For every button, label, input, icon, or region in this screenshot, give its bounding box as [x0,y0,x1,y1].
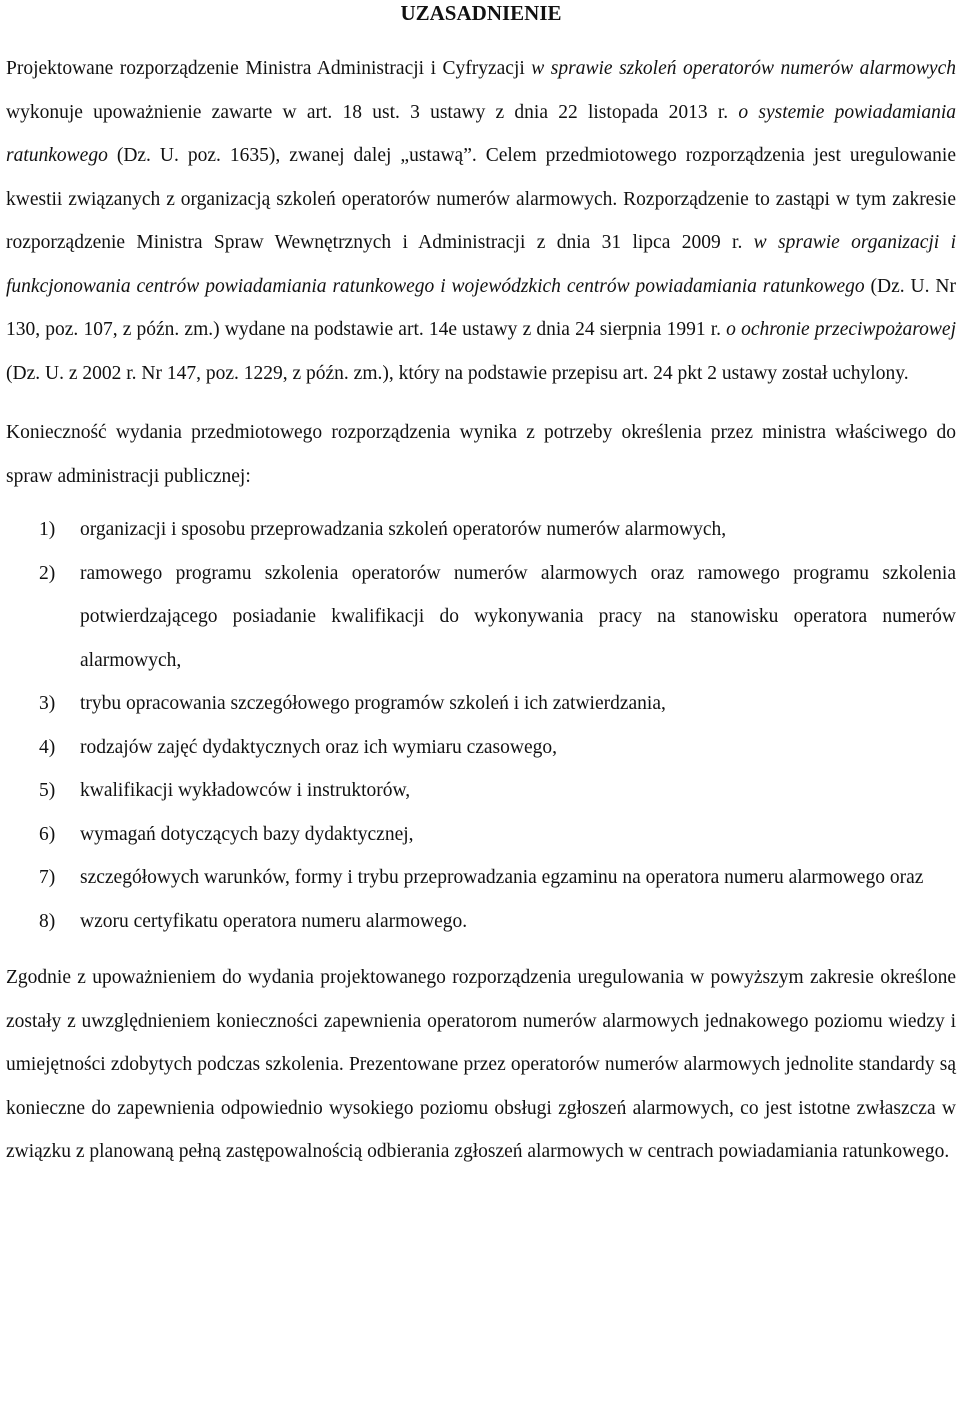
list-item [6,508,956,552]
list-item-text: wymagań dotyczących bazy dydaktycznej, [80,823,414,845]
act-title-italic: o systemie powiadamiania ratunkowego [6,101,956,166]
list-item [6,682,956,726]
list-item-text: ramowego programu szkolenia operatorów numerów alarmowych oraz ramowego programu szkolenia potwierdzającego posiadanie kwalifikacji do wykonywania pracy na stanowisku operatora numerów alarmowych, [80,562,956,671]
paragraph-text: (Dz. U. z 2002 r. Nr 147, poz. 1229, z późn. zm.), który na podstawie przepisu art. 24 pkt 2 ustawy został uchylony. [6,362,909,384]
list-item-text: wzoru certyfikatu operatora numeru alarmowego. [80,910,468,932]
list-item [6,769,956,813]
list-item-number: 4) [39,736,56,758]
paragraph-text: (Dz. U. Nr 130, poz. 107, z późn. zm.) wydane na podstawie art. 14e ustawy z dnia 24 sierpnia 1991 r. [6,275,957,340]
fire-act-title-italic: o ochronie przeciwpożarowej [726,319,956,340]
paragraph-text: wykonuje upoważnienie zawarte w art. 18 ust. 3 ustawy z dnia 22 listopada 2013 r. [6,101,739,123]
paragraph-legal-basis [6,47,956,395]
document-title: UZASADNIENIE [400,1,562,25]
old-regulation-title-italic: w sprawie organizacji i funkcjonowania centrów powiadamiania ratunkowego i wojewódzkich centrów powiadamiania ratunkowego [6,232,956,297]
list-item [6,856,956,900]
list-item-text: trybu opracowania szczegółowego programów szkoleń i ich zatwierdzania, [80,693,666,714]
list-item-number: 3) [39,693,56,714]
paragraph-necessity: Konieczność wydania przedmiotowego rozporządzenia wynika z potrzeby określenia przez ministra właściwego do spraw administracji publicznej: [6,422,956,487]
list-item-number: 7) [39,867,56,888]
numbered-list [6,508,956,943]
list-item-text: szczegółowych warunków, formy i trybu przeprowadzania egzaminu na operatora numeru alarmowego oraz [80,867,924,888]
list-item-number: 6) [39,823,56,845]
regulation-title-italic: w sprawie szkoleń operatorów numerów alarmowych [531,58,956,79]
paragraph-text: Projektowane rozporządzenie Ministra Administracji i Cyfryzacji [6,58,532,79]
list-item-number: 8) [39,910,56,932]
list-item [6,726,956,770]
list-item-number: 1) [39,519,56,540]
list-item [6,813,956,857]
list-item-number: 5) [39,780,56,801]
list-item-text: kwalifikacji wykładowców i instruktorów, [80,780,411,801]
paragraph-text: (Dz. U. poz. 1635), zwanej dalej „ustawą”. Celem przedmiotowego rozporządzenia jest uregulowanie kwestii związanych z organizacją szkoleń operatorów numerów alarmowych. Rozporządzenie to zastąpi w tym zakresie rozporządzenie Ministra Spraw Wewnętrznych i Administracji z dnia 31 lipca 2009 r. [6,145,956,253]
paragraph-conclusion: Zgodnie z upoważnieniem do wydania projektowanego rozporządzenia uregulowania w powyższym zakresie określone zostały z uwzględnieniem konieczności zapewnienia operatorom numerów alarmowych jednakowego poziomu wiedzy i umiejętności zdobytych podczas szkolenia. Prezentowane przez operatorów numerów alarmowych jednolite standardy są konieczne do zapewnienia odpowiednio wysokiego poziomu obsługi zgłoszeń alarmowych, co jest istotne zwłaszcza w związku z planowaną pełną zastępowalnością odbierania zgłoszeń alarmowych w centrach powiadamiania ratunkowego. [6,967,956,1162]
list-item-number: 2) [39,562,56,584]
list-item [6,552,956,683]
list-item-text: organizacji i sposobu przeprowadzania szkoleń operatorów numerów alarmowych, [80,519,727,540]
list-item [6,900,956,944]
list-item-text: rodzajów zajęć dydaktycznych oraz ich wymiaru czasowego, [80,736,557,758]
